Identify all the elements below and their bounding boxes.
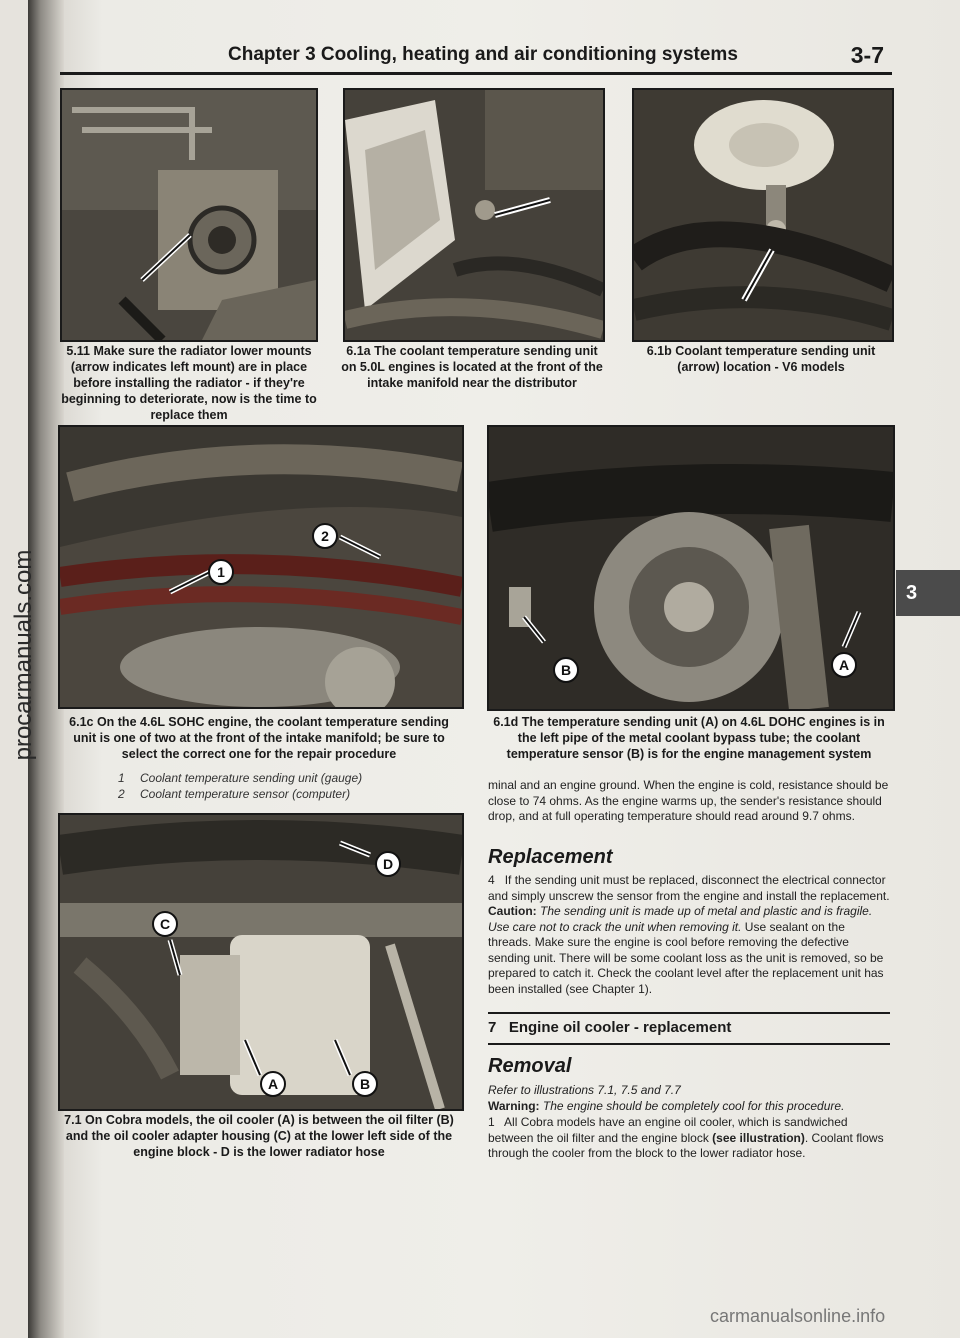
chapter-tab: 3: [896, 570, 960, 616]
photo-label-b: B: [553, 657, 579, 683]
caption-7-1: 7.1 On Cobra models, the oil cooler (A) is between the oil filter (B) and the oil cooler adapter housing (C) at the lower left side of the engine block - D is the lower radiator hose: [64, 1113, 454, 1159]
caption-6-1c: 6.1c On the 4.6L SOHC engine, the coolant temperature sending unit is one of two at the front of the intake manifold; be sure to select the correct one for the repair procedure: [69, 715, 449, 761]
photo-label-d: D: [375, 851, 401, 877]
photo-5-11: [60, 88, 318, 342]
page-header: [60, 40, 892, 75]
photo-6-1d: [487, 425, 895, 711]
caption-6-1a: 6.1a The coolant temperature sending unit on 5.0L engines is located at the front of the intake manifold near the distributor: [341, 344, 603, 390]
heading-replacement: Replacement: [488, 846, 613, 868]
legend-6-1c: [118, 770, 448, 802]
photo-label-a: A: [831, 652, 857, 678]
site-watermark-vertical: procarmanuals.com: [10, 549, 37, 761]
legend-item: 2 Coolant temperature sensor (computer): [118, 787, 351, 801]
photo-label-a: A: [260, 1071, 286, 1097]
photo-6-1a: [343, 88, 605, 342]
caption-6-1b: 6.1b Coolant temperature sending unit (arrow) location - V6 models: [646, 344, 876, 374]
site-watermark: carmanualsonline.info: [710, 1306, 886, 1326]
caption-6-1d: 6.1d The temperature sending unit (A) on 4.6L DOHC engines is in the left pipe of the metal coolant bypass tube; the coolant temperature sensor (B) is for the engine management system: [493, 715, 885, 761]
photo-6-1b: [632, 88, 894, 342]
section-7-title: 7 Engine oil cooler - replacement: [488, 1019, 732, 1036]
paragraph-resistance: minal and an engine ground. When the engine is cold, resistance should be close to 74 ohms. As the engine warms up, the sender's resistance should drop, and at full operating temperature should read around 9.7 ohms.: [488, 778, 889, 823]
warning-note: Warning: The engine should be completely cool for this procedure.: [488, 1099, 845, 1113]
chapter-title: Chapter 3 Cooling, heating and air conditioning systems: [228, 44, 738, 65]
photo-label-b: B: [352, 1071, 378, 1097]
photo-label-2: 2: [312, 523, 338, 549]
caption-5-11: 5.11 Make sure the radiator lower mounts (arrow indicates left mount) are in place before installing the radiator - if they're beginning to deteriorate, now is the time to replace them: [61, 344, 317, 422]
section-rule-top: [488, 1012, 890, 1014]
refer-illustrations: Refer to illustrations 7.1, 7.5 and 7.7: [488, 1083, 681, 1097]
paragraph-4: 4 If the sending unit must be replaced, disconnect the electrical connector and simply unscrew the sensor from the engine and install the replacement. Caution: The sending unit is made up of metal and plastic and is fragile. Use care not to crack the unit when removing it. Use sealant on the threads. Make sure the engine is cool before removing the defective sending unit. There will be some coolant loss as the unit is removed, so be prepared to catch it. Check the coolant level after the replacement unit has been installed (see Chapter 1).: [488, 873, 890, 996]
photo-label-c: C: [152, 911, 178, 937]
photo-label-1: 1: [208, 559, 234, 585]
legend-item: 1 Coolant temperature sending unit (gauge): [118, 771, 363, 785]
heading-removal: Removal: [488, 1055, 572, 1077]
photo-7-1: [58, 813, 464, 1111]
page-number: 3-7: [850, 42, 884, 68]
photo-6-1c: [58, 425, 464, 709]
section-rule-bottom: [488, 1043, 890, 1045]
paragraph-1: 1 All Cobra models have an engine oil cooler, which is sandwiched between the oil filter and the engine block (see illustration). Coolant flows through the cooler from the block to the lower radiator hose.: [488, 1115, 884, 1160]
